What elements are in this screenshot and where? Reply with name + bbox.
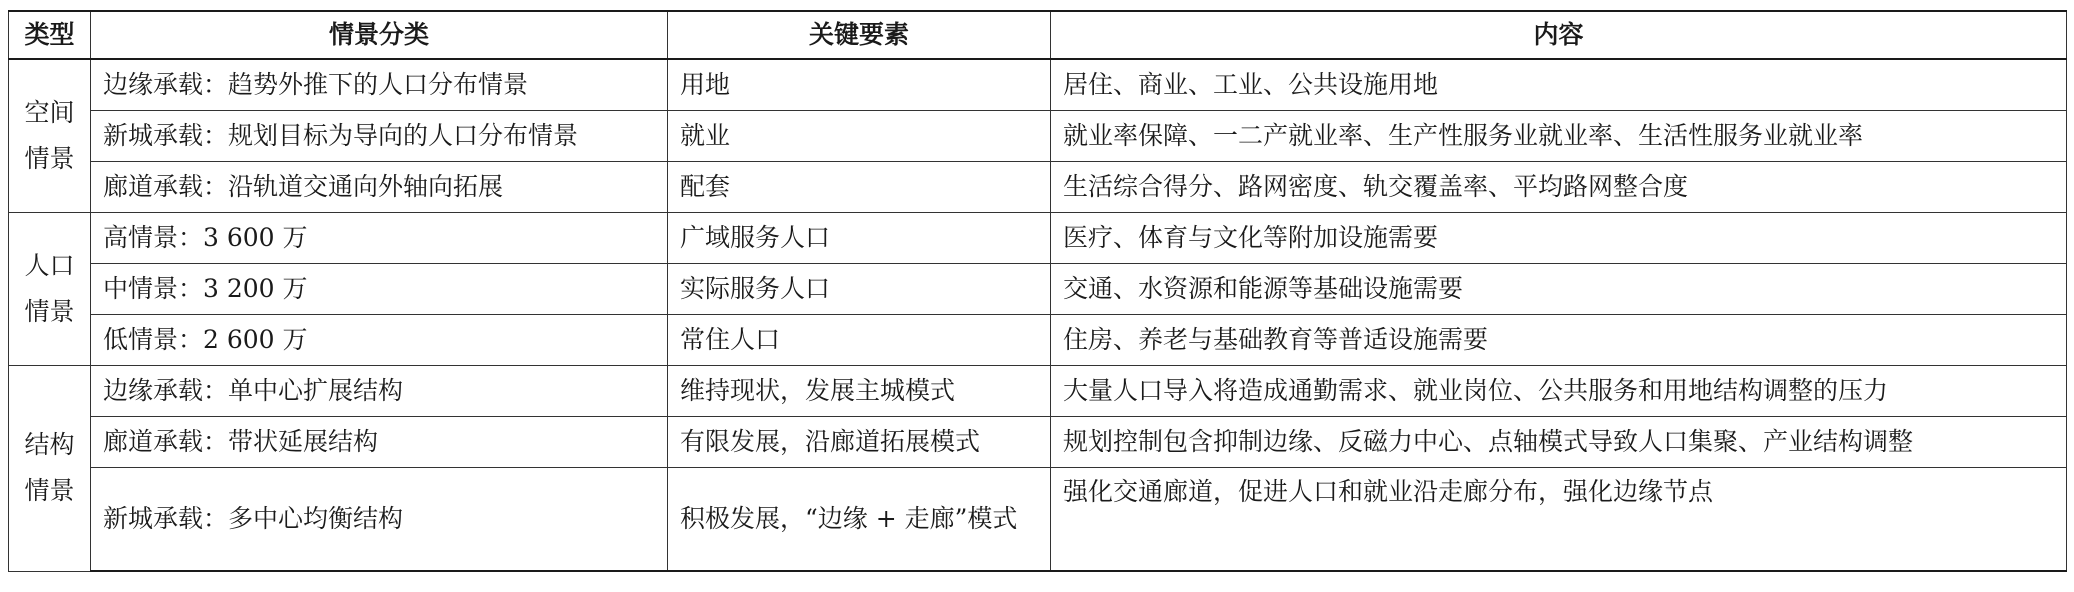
type-cell-population: 人口 情景: [9, 212, 91, 365]
key-cell: 配套: [668, 161, 1051, 212]
table-row: [9, 161, 2067, 212]
table-row: [9, 212, 2067, 263]
type-cell-spatial: 空间 情景: [9, 59, 91, 212]
table-row: [9, 314, 2067, 365]
scenario-table: [8, 10, 2067, 572]
table-row: [9, 467, 2067, 571]
content-cell: 医疗、体育与文化等附加设施需要: [1051, 212, 2067, 263]
content-cell: 规划控制包含抑制边缘、反磁力中心、点轴模式导致人口集聚、产业结构调整: [1051, 416, 2067, 467]
key-cell: 广域服务人口: [668, 212, 1051, 263]
category-cell: 边缘承载：趋势外推下的人口分布情景: [91, 59, 668, 110]
table-row: [9, 365, 2067, 416]
header-category: 情景分类: [91, 11, 668, 59]
table-container: [8, 10, 2066, 572]
key-cell: 就业: [668, 110, 1051, 161]
table-row: [9, 263, 2067, 314]
content-cell: 住房、养老与基础教育等普适设施需要: [1051, 314, 2067, 365]
key-cell: 实际服务人口: [668, 263, 1051, 314]
content-cell: 大量人口导入将造成通勤需求、就业岗位、公共服务和用地结构调整的压力: [1051, 365, 2067, 416]
key-cell: 用地: [668, 59, 1051, 110]
table-row: [9, 110, 2067, 161]
key-cell: 常住人口: [668, 314, 1051, 365]
category-cell: 边缘承载：单中心扩展结构: [91, 365, 668, 416]
header-type: 类型: [9, 11, 91, 59]
key-cell: 有限发展，沿廊道拓展模式: [668, 416, 1051, 467]
category-cell: 廊道承载：带状延展结构: [91, 416, 668, 467]
header-key-elements: 关键要素: [668, 11, 1051, 59]
table-row: [9, 59, 2067, 110]
category-cell: 廊道承载：沿轨道交通向外轴向拓展: [91, 161, 668, 212]
category-cell: 新城承载：规划目标为导向的人口分布情景: [91, 110, 668, 161]
category-cell: 中情景：3 200 万: [91, 263, 668, 314]
header-content: 内容: [1051, 11, 2067, 59]
category-cell: 新城承载：多中心均衡结构: [91, 467, 668, 571]
table-header-row: [9, 11, 2067, 59]
category-cell: 高情景：3 600 万: [91, 212, 668, 263]
key-cell: 维持现状，发展主城模式: [668, 365, 1051, 416]
table-row: [9, 416, 2067, 467]
content-cell: 居住、商业、工业、公共设施用地: [1051, 59, 2067, 110]
content-cell: 交通、水资源和能源等基础设施需要: [1051, 263, 2067, 314]
content-cell: 就业率保障、一二产就业率、生产性服务业就业率、生活性服务业就业率: [1051, 110, 2067, 161]
key-cell: 积极发展，“边缘 + 走廊”模式: [668, 467, 1051, 571]
content-cell: 强化交通廊道，促进人口和就业沿走廊分布，强化边缘节点: [1051, 467, 2067, 571]
content-cell: 生活综合得分、路网密度、轨交覆盖率、平均路网整合度: [1051, 161, 2067, 212]
category-cell: 低情景：2 600 万: [91, 314, 668, 365]
type-cell-structure: 结构 情景: [9, 365, 91, 571]
